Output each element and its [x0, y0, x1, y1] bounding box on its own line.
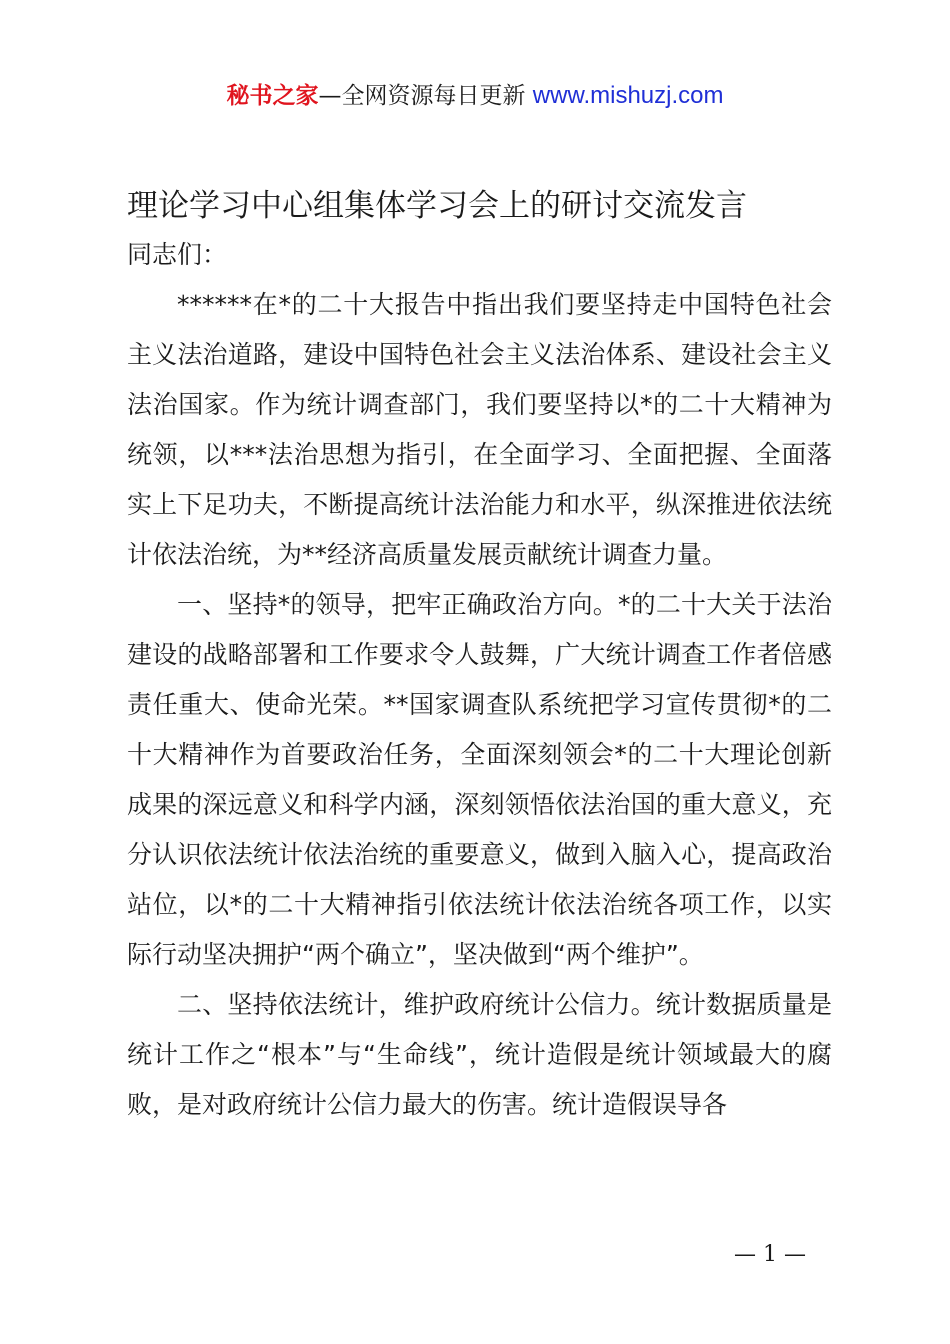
- paragraph-section-one: 一、坚持*的领导，把牢正确政治方向。*的二十大关于法治建设的战略部署和工作要求令人鼓舞，广大统计调查工作者倍感责任重大、使命光荣。**国家调查队系统把学习宣传贯彻*的二十大精神作为首要政治任务，全面深刻领会*的二十大理论创新成果的深远意义和科学内涵，深刻领悟依法治国的重大意义，充分认识依法统计依法治统的重要意义，做到入脑入心，提高政治站位，以*的二十大精神指引依法统计依法治统各项工作，以实际行动坚决拥护“两个确立”，坚决做到“两个维护”。: [127, 590, 832, 969]
- site-header: [0, 80, 950, 112]
- page-number: — 1 —: [734, 1242, 806, 1267]
- site-url-link[interactable]: www.mishuzj.com: [532, 82, 724, 109]
- salutation: 同志们：: [127, 240, 228, 269]
- paragraph-section-two: 二、坚持依法统计，维护政府统计公信力。统计数据质量是统计工作之“根本”与“生命线”，统计造假是统计领域最大的腐败，是对政府统计公信力最大的伤害。统计造假误导各: [127, 990, 832, 1119]
- paragraph-intro: ******在*的二十大报告中指出我们要坚持走中国特色社会主义法治道路，建设中国特色社会主义法治体系、建设社会主义法治国家。作为统计调查部门，我们要坚持以*的二十大精神为统领，以***法治思想为指引，在全面学习、全面把握、全面落实上下足功夫，不断提高统计法治能力和水平，纵深推进依法统计依法治统，为**经济高质量发展贡献统计调查力量。: [127, 290, 832, 569]
- document-title: 理论学习中心组集体学习会上的研讨交流发言: [127, 188, 747, 224]
- site-tagline: —全网资源每日更新: [318, 83, 526, 109]
- document-body: [127, 230, 832, 1130]
- site-brand: 秘书之家: [226, 83, 319, 109]
